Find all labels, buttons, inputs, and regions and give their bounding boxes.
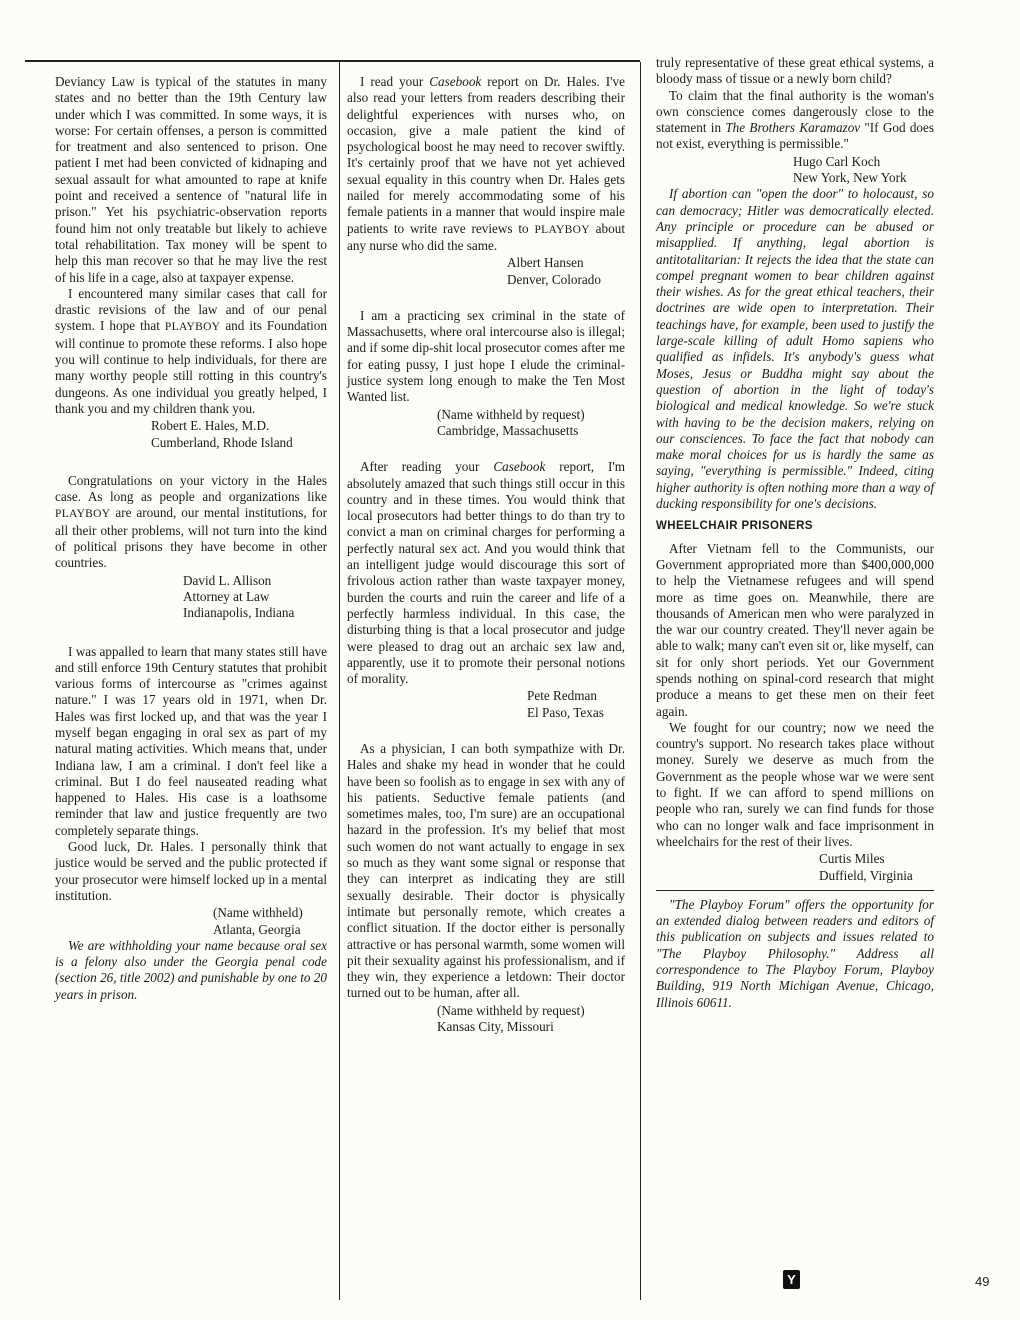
letter-paragraph: We fought for our country; now we need the country's support. No research takes place without money. Surely we deserve as much from the Government as the people whose war we were sent to fight. If we can afford to spend millions on people who ran, surely we can find funds for those who can no longer walk and face imprisonment in wheelchairs for the rest of their lives. (656, 719, 934, 849)
signature-location: New York, New York (793, 170, 907, 186)
editor-reply: We are withholding your name because oral sex is a felony also under the Georgia penal code (section 26, title 2002) and punishable by one to 20 years in prison. (55, 937, 327, 1002)
signature (347, 407, 625, 440)
letter-paragraph: Good luck, Dr. Hales. I personally think that justice would be served and the public protected if your prosecutor were himself locked up in a mental institution. (55, 839, 327, 903)
letter-paragraph: I read your Casebook report on Dr. Hales. I've also read your letters from readers describing their delightful experiences with nurses who, on occasion, give a male patient the kind of psychological boost he may need to recover swiftly. It's certainly proof that we have not yet achieved sexual equality in this country when Dr. Hales gets nailed for merely accommodating some of his female patients in a manner that would inspire male patients to write rave reviews to PLAYBOY about any nurse who did the same. (347, 74, 625, 253)
letter-paragraph: After reading your Casebook report, I'm absolutely amazed that such things still occur in this country and in these times. You would think that local prosecutors had better things to do than try to convict a man on criminal charges for performing a perfectly natural sex act. And you would think that an intelligent judge would discourage this sort of frivolous action rather than waste taxpayer money, burden the courts and ruin the career and life of a perfectly harmless individual. In this case, the disturbing thing is that a local prosecutor and judge were pleased to drag out an archaic sex law and, apparently, use it to promote their personal notions of morality. (347, 459, 626, 687)
signature-name: David L. Allison (183, 572, 272, 588)
letter-paragraph: As a physician, I can both sympathize with Dr. Hales and shake my head in wonder that he could have been so foolish as to engage in sex with any of his patients. Seductive female patients (and sometimes males, too, I'm sure) are an occupational hazard in the profession. It's my belief that most such women do not want actually to engage in sex so much as they want some signal or response that they can interpret as indicating they are still sexually desirable. Their doctor is physically intimate but personally remote, which creates a conflict situation. If the doctor either is personally attractive or has personal warmth, some women will pit their sexuality against his professionalism, and if they win, they experience a letdown: Their doctor turned out to be human, after all. (347, 740, 625, 1001)
signature-title: Attorney at Law (183, 588, 270, 604)
letter-hansen (347, 74, 625, 288)
signature-name: (Name withheld by request) (437, 406, 585, 422)
letter-cambridge (347, 308, 625, 439)
signature-location: Duffield, Virginia (819, 867, 913, 883)
top-rule (25, 60, 640, 62)
editor-reply: If abortion can "open the door" to holocaust, so can democracy; Hitler was democratically elected. Any principle or procedure can be abused or misapplied. If anything, legal abortion is antitotalitarian: It rejects the idea that the state can compel pregnant women to bear children against their wishes. As for the great ethical teachers, their doctrines are wide open to interpretation. Their teachings have, for example, been used to justify the large-scale killing of adult Homo sapiens who qualified as infidels. It's anybody's guess what Moses, Jesus or Buddha might say about the question of abortion in the light of today's biological and medical knowledge. So we're stuck with having to be the decision makers, relying on our consciences. To face the fact that nobody can make moral choices for us is hardly the same as saying, "everything is permissible." Indeed, citing higher authority is often nothing more than a way of ducking responsibility for one's decisions. (656, 186, 934, 512)
column-1 (55, 74, 327, 1003)
letter-paragraph: I encountered many similar cases that call for drastic revisions of the law and of our penal system. I hope that PLAYBOY and its Foundation will continue to promote these reforms. I also hope you will continue to help individuals, for there are many worthy people still rotting in this country's dungeons. As one individual you greatly helped, I thank you and my children thank you. (55, 285, 327, 416)
signature-location: Atlanta, Georgia (213, 921, 301, 937)
signature (347, 1003, 625, 1036)
signature-name: Albert Hansen (507, 255, 584, 271)
forum-note: "The Playboy Forum" offers the opportunity for an extended dialog between readers and editors of this publication on subjects and issues related to "The Playboy Philosophy." Address all correspondence to The Playboy Forum, Playboy Building, 919 North Michigan Avenue, Chicago, Illinois 60611. (656, 896, 934, 1010)
column-divider-1 (339, 62, 340, 1300)
signature-name: Curtis Miles (819, 851, 885, 867)
signature-location: Kansas City, Missouri (437, 1019, 554, 1035)
column-divider-2 (640, 62, 641, 1300)
letter-paragraph: I am a practicing sex criminal in the state of Massachusetts, where oral intercourse also is illegal; and if some dip-shit local prosecutor comes after me for eating pussy, I just hope I elude the criminal-justice system long enough to make the Ten Most Wanted list. (347, 307, 625, 405)
letter-paragraph: After Vietnam fell to the Communists, our Government appropriated more than $400,000,000 to help the Vietnamese refugees and will spend more as time goes on. Meanwhile, there are thousands of American men who were paralyzed in the war our country created. They'll never again be able to walk; many can't even sit or, like myself, can sit for only short periods. Yet our Government spends nothing on spinal-cord research that might produce a means to get these men on their feet again. (656, 540, 934, 719)
playboy-logo-icon: Y (783, 1270, 800, 1289)
column-2 (347, 74, 625, 1035)
forum-rule (656, 890, 934, 891)
page-number: 49 (975, 1274, 990, 1289)
signature (656, 851, 934, 884)
letter-atlanta (55, 644, 327, 1004)
signature (347, 688, 625, 721)
column-3 (656, 55, 934, 1011)
signature (656, 154, 934, 187)
signature-location: El Paso, Texas (527, 704, 604, 720)
letter-koch (656, 55, 934, 512)
signature-name: Hugo Carl Koch (793, 153, 881, 169)
letter-paragraph: I was appalled to learn that many states still have and still enforce 19th Century statutes that prohibit various forms of intercourse as "crimes against nature." I was 17 years old in 1971, when Dr. Hales was first locked up, and that was the year I myself began engaging in oral sex as part of my natural mating activities. Which means that, under Indiana law, I am a criminal. I don't feel like a criminal. But I do feel nauseated reading what happened to Hales. His case is a loathsome reminder that law and justice frequently are two completely separate things. (55, 643, 327, 838)
signature (347, 255, 625, 288)
letter-miles (656, 541, 934, 884)
letter-allison (55, 473, 327, 622)
signature-name: (Name withheld) (213, 905, 303, 921)
letter-hales (55, 74, 327, 451)
signature-location: Denver, Colorado (507, 271, 601, 287)
letter-paragraph: Congratulations on your victory in the Hales case. As long as people and organizations like PLAYBOY are around, our mental institutions, for all their other problems, will not turn into the kind of political prisons they have become in other countries. (55, 472, 327, 571)
letter-kansas-city (347, 741, 625, 1035)
letter-paragraph: To claim that the final authority is the woman's own conscience comes dangerously close to the statement in The Brothers Karamazov "If God does not exist, everything is permissible." (656, 87, 934, 152)
letter-paragraph: Deviancy Law is typical of the statutes in many states and no better than the 19th Century law under which I was committed. In some ways, it is worse: For certain offenses, a person is committed for treatment and also sentenced to prison. One patient I met had been convicted of kidnaping and sexual assault for what amounted to rape at knife point and received a sentence of "natural life in prison." Yet his psychiatric-observation reports found him not only treatable but likely to achieve total rehabilitation. Tax money will be spent to help this man recover so that he may live the rest of his life in a cage, also at taxpayer expense. (55, 74, 327, 285)
signature-name: Pete Redman (527, 688, 597, 704)
letter-redman (347, 459, 625, 721)
letter-paragraph: truly representative of these great ethical systems, a bloody mass of tissue or a newly born child? (656, 55, 934, 87)
signature-location: Cambridge, Massachusetts (437, 422, 579, 438)
signature-name: (Name withheld by request) (437, 1002, 585, 1018)
signature (55, 905, 327, 938)
signature (55, 573, 327, 622)
signature-location: Cumberland, Rhode Island (151, 434, 293, 450)
signature-name: Robert E. Hales, M.D. (151, 418, 270, 434)
signature (55, 418, 327, 451)
section-heading: WHEELCHAIR PRISONERS (656, 520, 813, 533)
signature-location: Indianapolis, Indiana (183, 605, 295, 621)
